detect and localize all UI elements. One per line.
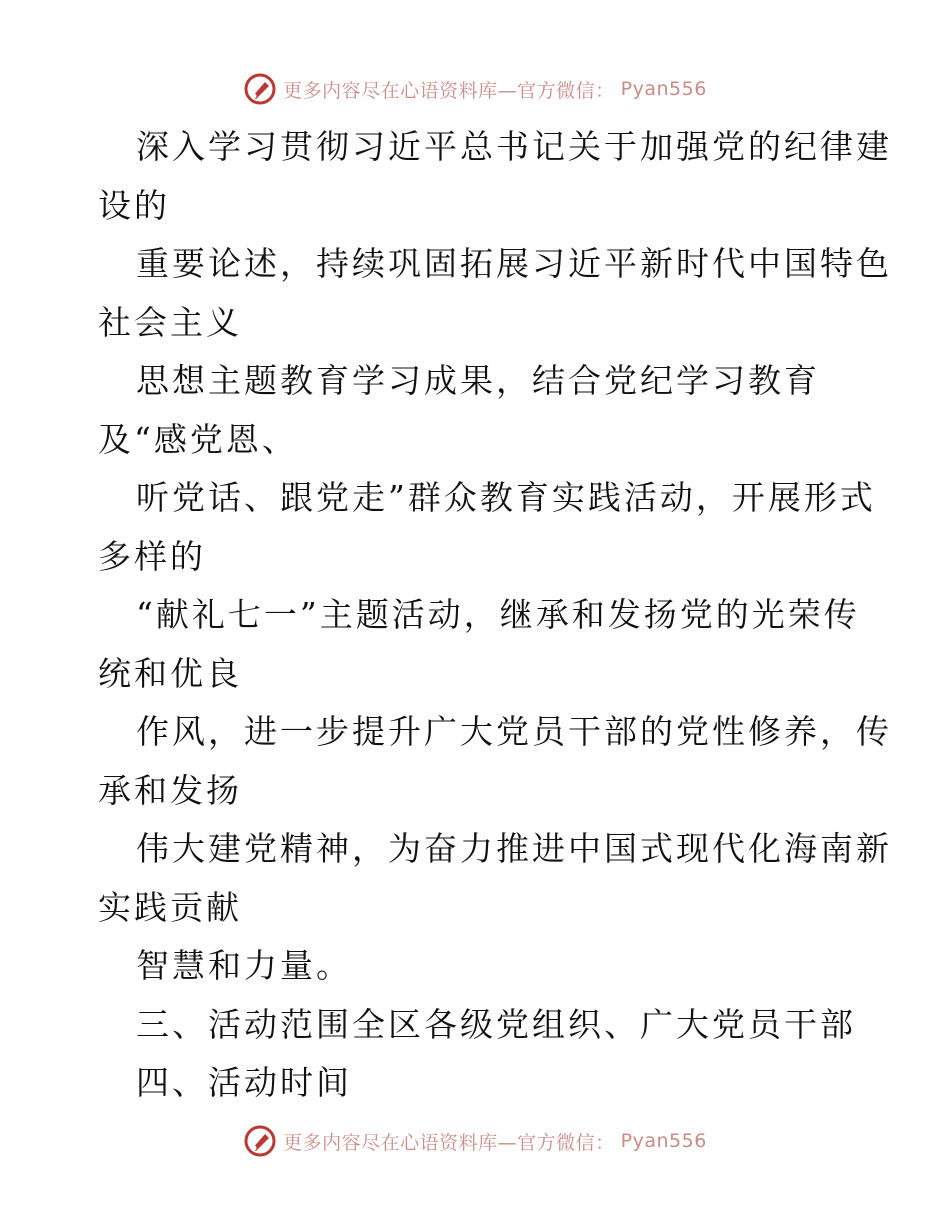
text-line: 听党话、跟党走”群众教育实践活动，开展形式	[136, 478, 876, 517]
header-watermark	[0, 72, 950, 106]
document-body	[98, 118, 892, 1113]
watermark-id: Pyan556	[620, 1130, 707, 1152]
text-line: 多样的	[98, 536, 206, 576]
text-line: 设的	[98, 185, 170, 225]
text-line: 承和发扬	[98, 770, 242, 810]
text-line: 统和优良	[98, 653, 242, 693]
text-line: 社会主义	[98, 302, 242, 342]
text-line: 思想主题教育学习成果，结合党纪学习教育	[136, 361, 820, 400]
text-line: 深入学习贯彻习近平总书记关于加强党的纪律建	[136, 127, 892, 166]
text-line: 重要论述，持续巩固拓展习近平新时代中国特色	[136, 244, 892, 283]
pen-logo-icon	[243, 72, 277, 106]
watermark-text: 更多内容尽在心语资料库—官方微信：	[283, 1131, 615, 1154]
text-line: 四、活动时间	[136, 1063, 352, 1102]
text-line: “献礼七一”主题活动，继承和发扬党的光荣传	[136, 595, 860, 634]
watermark-text: 更多内容尽在心语资料库—官方微信：	[283, 79, 615, 102]
watermark-id: Pyan556	[620, 78, 707, 100]
pen-logo-icon	[243, 1124, 277, 1158]
footer-watermark	[0, 1124, 950, 1158]
text-line: 三、活动范围全区各级党组织、广大党员干部	[136, 1004, 856, 1044]
text-line: 作风，进一步提升广大党员干部的党性修养，传	[136, 712, 892, 751]
text-line: 伟大建党精神，为奋力推进中国式现代化海南新	[136, 829, 892, 868]
text-line: 实践贡献	[98, 887, 242, 927]
text-line: 智慧和力量。	[136, 946, 352, 985]
text-line: 及“感党恩、	[98, 419, 298, 459]
